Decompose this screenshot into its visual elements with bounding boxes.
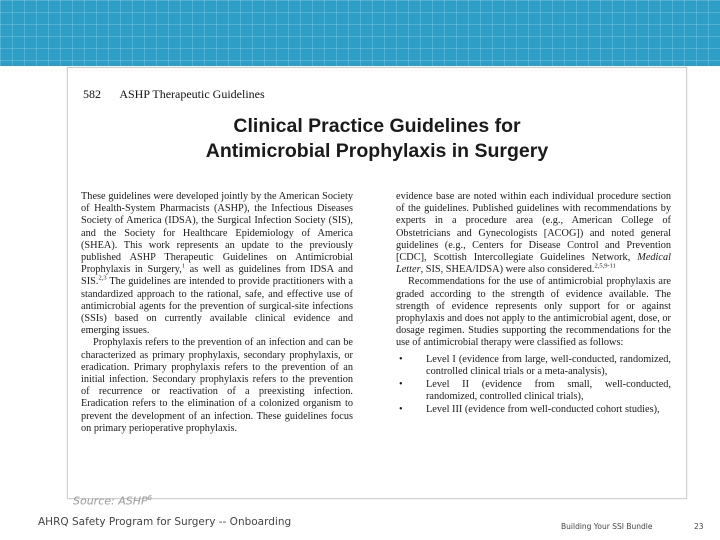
document-title-line1: Clinical Practice Guidelines for [233,115,521,137]
slide-page-number: 23 [694,522,704,531]
right-text-column [396,191,671,418]
document-title-line2: Antimicrobial Prophylaxis in Surgery [205,140,549,162]
list-item [396,404,671,416]
bullet-icon: • [399,379,403,391]
list-item-text: Level II (evidence from small, well-conducted, randomized, controlled clinical trials), [426,379,671,403]
left-paragraph-2: Prophylaxis refers to the prevention of an infection and can be characterized as primary prophylaxis, secondary prophylaxis, or eradication. Primary prophylaxis refers to the prevention of an initial infection. Secondary prophylaxis refers to the prevention of recurrence or reactivation of a preexisting infection. Eradication refers to the elimination of a colonized organism to prevent the development of an infection. These guidelines focus on primary perioperative prophylaxis. [81,337,353,434]
document-title [68,114,686,164]
left-p1-text-b: as well as guidelines from IDSA and SIS. [81,264,353,288]
source-ref: 6 [147,494,153,502]
left-text-column [81,191,353,435]
document-page-image [67,67,687,499]
header-banner [0,0,720,66]
right-paragraph-1 [396,191,671,276]
list-item [396,379,671,403]
right-p1-text-b: , SIS, SHEA/IDSA) were also considered. [420,264,595,276]
right-p1-ref: 2,5,9-11 [594,262,616,270]
bullet-icon: • [399,404,403,416]
source-citation [73,494,152,508]
left-p1-ref2: 2,3 [98,275,107,282]
left-p1-text-a: These guidelines were developed jointly by the American Society of Health-System Pharmacists (ASHP), the Infectious Diseases Society of America (IDSA), the Surgical Infection Society (SIS), and the Society for Healthcare Epidemiology of America (SHEA). This work represents an update to the previously published ASHP Therapeutic Guidelines on Antimicrobial Prophylaxis in Surgery, [81,191,353,276]
bullet-icon: • [399,353,403,365]
right-paragraph-2: Recommendations for the use of antimicrobial prophylaxis are graded according to the strength of evidence available. The strength of evidence represents only support for or against prophylaxis and does not apply to the antimicrobial agent, dose, or dosage regimen. Studies supporting the recommendations for the use of antimicrobial therapy were classified as follows: [396,276,671,349]
left-p1-text-c: The guidelines are intended to provide practitioners with a standardized approach to the rational, safe, and effective use of antimicrobial agents for the prevention of surgical-site infections (SSIs) based on currently available clinical evidence and emerging issues. [81,276,353,337]
list-item-text: Level III (evidence from well-conducted cohort studies), [426,404,660,416]
right-p1-italic: Medical Letter [396,252,671,276]
source-text: Source: ASHP [73,494,148,508]
footer-program-title: AHRQ Safety Program for Surgery -- Onboarding [38,516,292,528]
left-p1-ref1: 1 [181,262,186,270]
document-page-number: 582 [83,87,101,101]
list-item-text: Level I (evidence from large, well-conducted, randomized, controlled clinical trials or a meta-analysis), [426,353,671,377]
evidence-level-list [396,354,671,417]
list-item [396,354,671,378]
left-paragraph-1 [81,191,353,337]
right-p1-text-a: evidence base are noted within each individual procedure section of the guidelines. Published guidelines with recommendations by experts in a procedure area (e.g., American College of Obstetricians and Gynecologists [ACOG]) and noted general guidelines (e.g., Centers for Disease Control and Prevention [CDC], Scottish Intercollegiate Guidelines Network, [396,191,671,264]
document-running-head: ASHP Therapeutic Guidelines [119,87,265,101]
document-running-header [83,87,265,102]
footer-module-title: Building Your SSI Bundle [561,522,653,531]
